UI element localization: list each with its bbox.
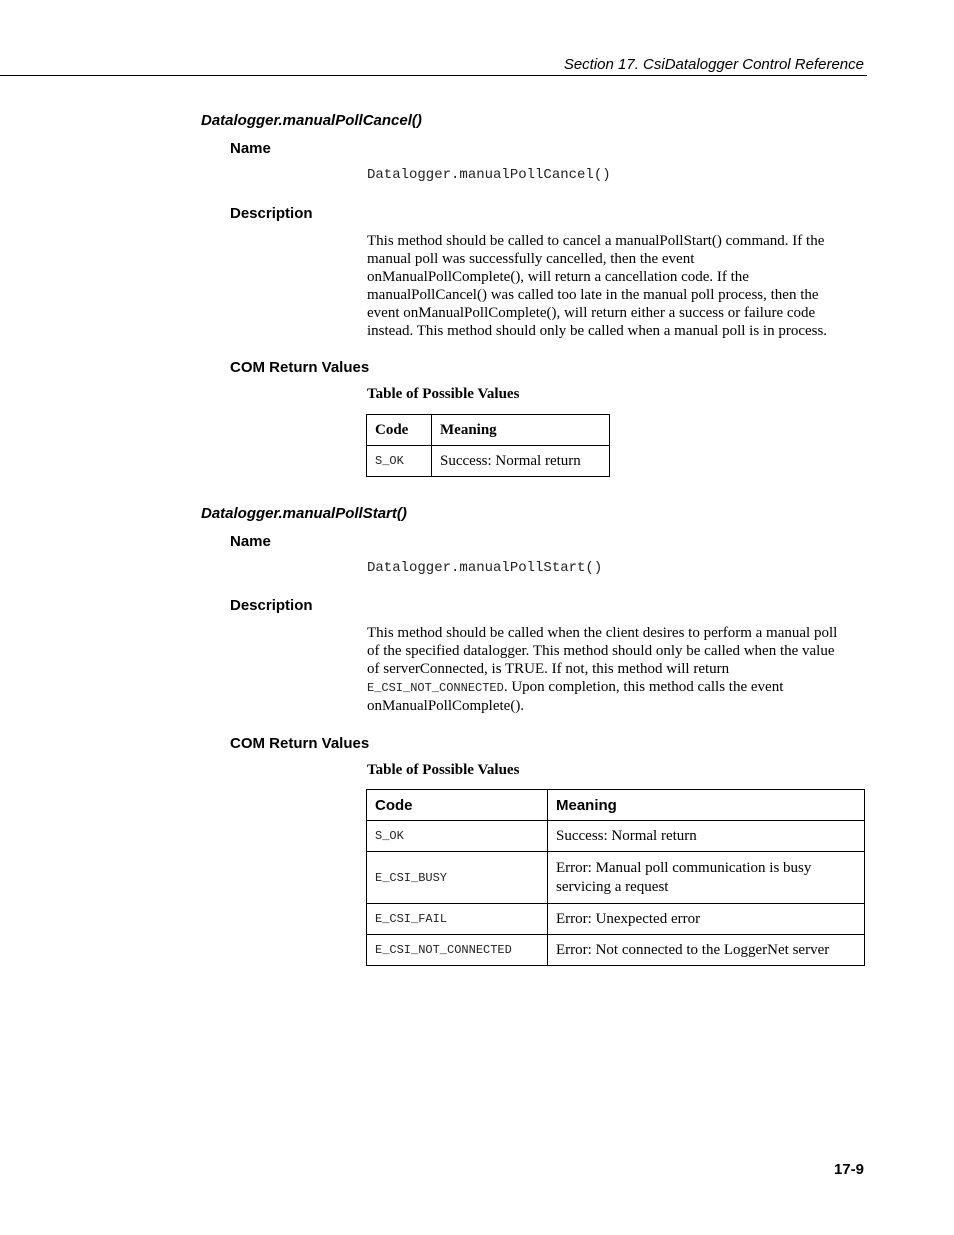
meaning-cell: Error: Not connected to the LoggerNet server: [548, 935, 865, 966]
description-line: manual poll was successfully cancelled, then the event: [367, 251, 695, 267]
page-number: 17-9: [833, 1161, 864, 1178]
return-values-table: [366, 789, 865, 966]
table-row: [367, 446, 610, 477]
description-paragraph: [367, 624, 862, 715]
com-return-values-heading: COM Return Values: [230, 735, 370, 752]
description-line-with-code: [367, 678, 862, 697]
description-line: instead. This method should only be called when a manual poll is in process.: [367, 323, 828, 339]
name-heading: Name: [230, 140, 271, 157]
description-line: of the specified datalogger. This method should only be called when the value: [367, 643, 835, 659]
code-cell: E_CSI_NOT_CONNECTED: [367, 935, 548, 966]
description-heading: Description: [230, 205, 313, 222]
description-line: manualPollCancel() was called too late in the manual poll process, then the: [367, 287, 819, 303]
code-cell: E_CSI_BUSY: [367, 852, 548, 904]
method-signature: Datalogger.manualPollStart(): [367, 560, 603, 576]
return-values-table: [366, 414, 610, 477]
column-header-code: Code: [367, 415, 432, 446]
table-row: [367, 821, 865, 852]
meaning-cell: Error: Unexpected error: [548, 904, 865, 935]
section-title: Datalogger.manualPollStart(): [201, 505, 407, 522]
section-title: Datalogger.manualPollCancel(): [201, 112, 422, 129]
meaning-cell: Success: Normal return: [548, 821, 865, 852]
description-line: This method should be called when the client desires to perform a manual poll: [367, 625, 838, 641]
table-row: [367, 852, 865, 904]
meaning-cell: Error: Manual poll communication is busy servicing a request: [548, 852, 865, 904]
description-line: This method should be called to cancel a manualPollStart() command. If the: [367, 233, 825, 249]
description-paragraph: [367, 232, 862, 340]
description-text: . Upon completion, this method calls the event: [503, 679, 784, 695]
table-row: [367, 904, 865, 935]
header-rule: [0, 75, 867, 76]
running-header: Section 17. CsiDatalogger Control Reference: [563, 56, 864, 73]
meaning-cell: Success: Normal return: [432, 446, 610, 477]
description-heading: Description: [230, 597, 313, 614]
inline-code: E_CSI_NOT_CONNECTED: [367, 681, 504, 695]
com-return-values-heading: COM Return Values: [230, 359, 370, 376]
table-header-row: [367, 790, 865, 821]
name-heading: Name: [230, 533, 271, 550]
table-caption: Table of Possible Values: [367, 762, 520, 778]
code-cell: S_OK: [367, 821, 548, 852]
description-line: of serverConnected, is TRUE. If not, this method will return: [367, 661, 730, 677]
description-line: event onManualPollComplete(), will return either a success or failure code: [367, 305, 816, 321]
table-caption: Table of Possible Values: [367, 386, 520, 402]
column-header-code: Code: [367, 790, 548, 821]
table-header-row: [367, 415, 610, 446]
column-header-meaning: Meaning: [548, 790, 865, 821]
description-line: onManualPollComplete().: [367, 698, 525, 714]
method-signature: Datalogger.manualPollCancel(): [367, 167, 611, 183]
code-cell: S_OK: [367, 446, 432, 477]
column-header-meaning: Meaning: [432, 415, 610, 446]
table-row: [367, 935, 865, 966]
description-line: onManualPollComplete(), will return a cancellation code. If the: [367, 269, 749, 285]
code-cell: E_CSI_FAIL: [367, 904, 548, 935]
